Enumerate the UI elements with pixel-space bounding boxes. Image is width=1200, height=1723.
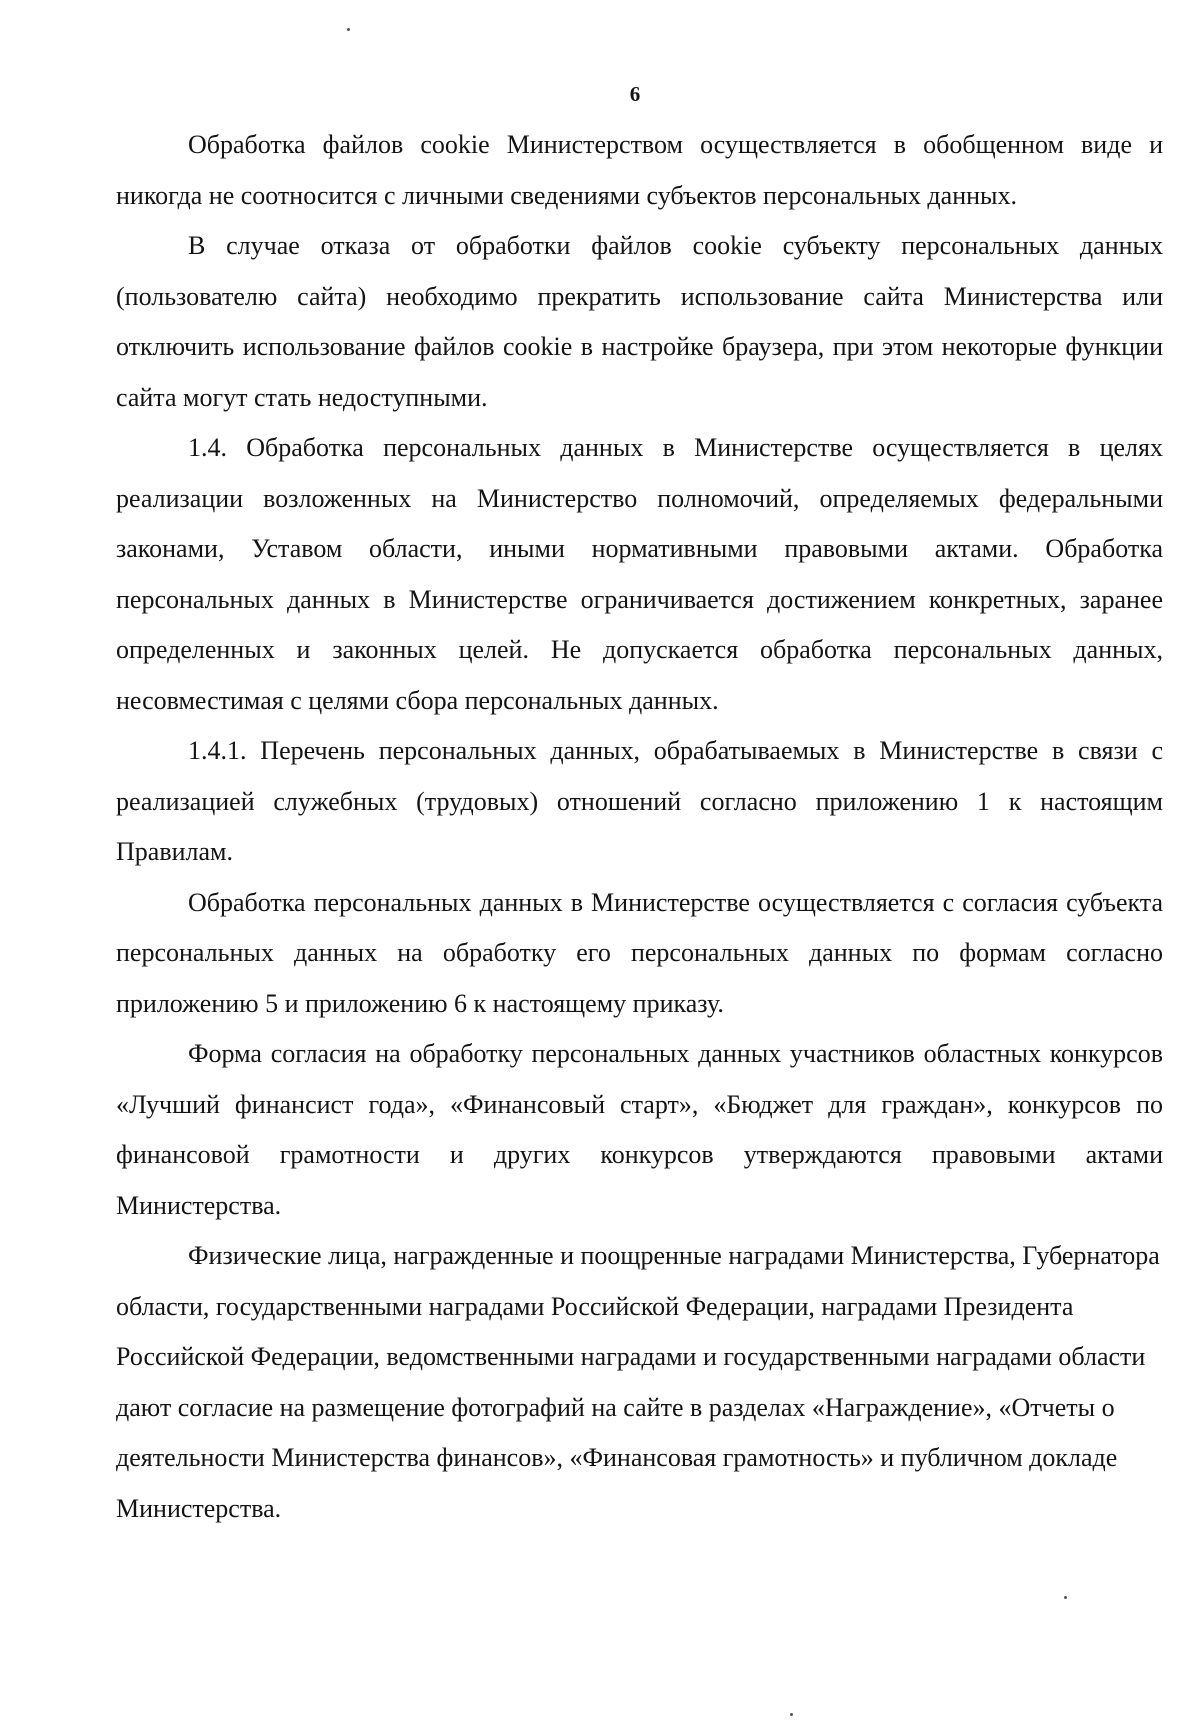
scan-speck [1064,1596,1067,1599]
paragraph-consent-forms: Обработка персональных данных в Министерстве осуществляется с согласия субъекта персональных данных на обработку его персональных данных по формам согласно приложению 5 и приложению 6 к настоящему приказу. [116,887,1163,1018]
paragraph-contest-consent: Форма согласия на обработку персональных данных участников областных конкурсов «Лучший финансист года», «Финансовый старт», «Бюджет для граждан», конкурсов по финансовой грамотности и других конкурсов утверждаются правовыми актами Министерства. [116,1039,1163,1220]
paragraph-1-4-purposes: 1.4. Обработка персональных данных в Министерстве осуществляется в целях реализации возложенных на Министерство полномочий, определяемых федеральными законами, Уставом области, иными нормативными правовыми актами. Обработка персональных данных в Министерстве ограничивается достижением конкретных, заранее определенных и законных целей. Не допускается обработка персональных данных, несовместимая с целями сбора персональных данных. [116,433,1163,715]
document-body [116,120,1163,1534]
page-number: 6 [629,82,641,106]
paragraph-awardees-consent: Физические лица, награжденные и поощренные наградами Министерства, Губернатора области, государственными наградами Российской Федерации, наградами Президента Российской Федерации, ведомственными наградами и государственными наградами области дают согласие на размещение фотографий на сайте в разделах «Награждение», «Отчеты о деятельности Министерства финансов», «Финансовая грамотность» и публичном докладе Министерства. [116,1241,1160,1523]
paragraph-1-4-1-list: 1.4.1. Перечень персональных данных, обрабатываемых в Министерстве в связи с реализацией служебных (трудовых) отношений согласно приложению 1 к настоящим Правилам. [116,736,1163,866]
paragraph-cookie-processing: Обработка файлов cookie Министерством осуществляется в обобщенном виде и никогда не соотносится с личными сведениями субъектов персональных данных. [116,130,1163,210]
scan-speck [347,28,350,31]
scan-speck [790,1713,793,1716]
paragraph-cookie-refusal: В случае отказа от обработки файлов cookie субъекту персональных данных (пользователю сайта) необходимо прекратить использование сайта Министерства или отключить использование файлов cookie в настройке браузера, при этом некоторые функции сайта могут стать недоступными. [116,231,1163,412]
